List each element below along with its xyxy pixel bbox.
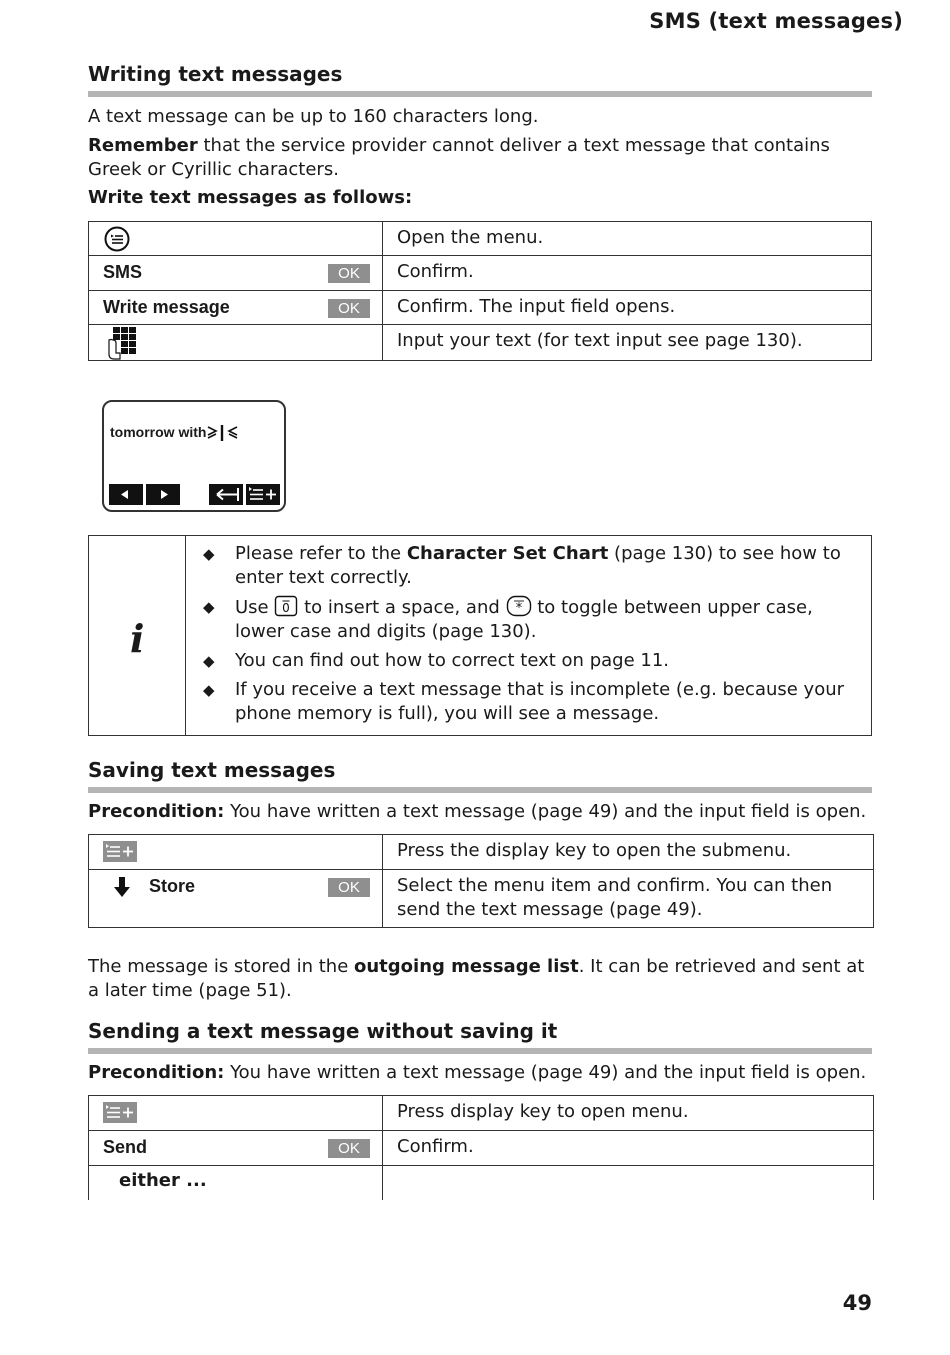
arrow-left-icon [109, 484, 143, 505]
stored-bold-text: outgoing message list [353, 956, 579, 977]
zero-key-icon [274, 595, 298, 617]
instruction-text: Write text messages as follows: [88, 187, 413, 208]
step-description: Input your text (for text input see page 130). [383, 325, 872, 361]
ok-key: OK [328, 1139, 370, 1158]
menu-key-icon [103, 225, 131, 253]
keypad-icon [103, 326, 137, 360]
svg-text:0: 0 [282, 601, 291, 615]
info-bold-text: Character Set Chart [406, 543, 609, 564]
page-number: 49 [842, 1291, 872, 1315]
sending-steps-table [88, 1095, 874, 1200]
ok-key: OK [328, 878, 370, 897]
info-text: You can find out how to correct text on page 11. [235, 650, 669, 671]
backspace-softkey[interactable] [209, 484, 243, 505]
step-description: Press the display key to open the submenu. [383, 835, 874, 870]
remember-text: that the service provider cannot deliver a text message that contains Greek or Cyrillic characters. [88, 135, 830, 180]
step-description: Open the menu. [383, 222, 872, 256]
stored-text: The message is stored in the [88, 956, 354, 977]
section-heading-writing: Writing text messages [88, 62, 343, 86]
step-left-cell [89, 870, 383, 928]
menu-item-send: Send [103, 1137, 148, 1157]
precondition-label: Precondition: [88, 801, 225, 822]
info-box [88, 535, 872, 736]
info-icon-cell [89, 536, 186, 735]
step-left-cell [89, 835, 383, 870]
step-left-cell [89, 291, 383, 325]
table-row [89, 835, 874, 870]
table-row [89, 325, 872, 361]
heading-rule [88, 91, 872, 97]
menu-plus-icon [246, 484, 280, 505]
list-item [201, 542, 861, 590]
options-softkey[interactable] [246, 484, 280, 505]
scroll-down-icon [113, 876, 131, 898]
info-text: Use [235, 597, 275, 618]
table-row [89, 870, 874, 928]
table-row [89, 291, 872, 325]
diamond-bullet-icon: ◆ [203, 545, 215, 563]
step-left-cell [89, 256, 383, 291]
step-description: Confirm. [383, 256, 872, 291]
step-left-cell [89, 1096, 383, 1131]
menu-item-sms: SMS [103, 262, 143, 282]
heading-rule [88, 1048, 872, 1054]
display-text: tomorrow with [110, 424, 207, 440]
info-text: If you receive a text message that is incomplete (e.g. because your phone memory is full), you will see a message. [235, 679, 845, 724]
diamond-bullet-icon: ◆ [203, 598, 215, 616]
intro-paragraph: A text message can be up to 160 characters long. [88, 106, 539, 127]
step-left-cell [89, 1131, 383, 1166]
ok-key: OK [328, 264, 370, 283]
section-heading-saving: Saving text messages [88, 758, 336, 782]
list-item [201, 678, 861, 726]
text-cursor-icon [207, 423, 241, 443]
info-icon: i [130, 616, 145, 661]
list-item [201, 595, 861, 644]
info-text: Please refer to the [235, 543, 407, 564]
table-row [89, 1096, 874, 1131]
right-arrow-softkey[interactable] [146, 484, 180, 505]
menu-plus-icon [103, 841, 137, 862]
precondition-paragraph [88, 1061, 878, 1085]
list-item [201, 649, 861, 673]
step-left-cell [89, 1166, 383, 1200]
svg-text:*: * [515, 601, 522, 616]
step-description: Confirm. The input field opens. [383, 291, 872, 325]
phone-display [102, 400, 286, 512]
info-text: to toggle between upper case, lower case and digits (page 130). [235, 597, 813, 642]
step-description: Select the menu item and confirm. You can then send the text message (page 49). [383, 870, 874, 928]
menu-item-store: Store [149, 876, 196, 896]
ok-key: OK [328, 299, 370, 318]
step-left-cell [89, 325, 383, 361]
chapter-title: SMS (text messages) [649, 9, 903, 33]
arrow-right-icon [146, 484, 180, 505]
either-label: either ... [119, 1170, 207, 1191]
heading-rule [88, 787, 872, 793]
info-text: (page 130) to see how to enter text correctly. [235, 543, 841, 588]
section-heading-sending: Sending a text message without saving it [88, 1019, 558, 1043]
table-row [89, 222, 872, 256]
precondition-paragraph [88, 800, 878, 824]
precondition-text: You have written a text message (page 49) and the input field is open. [224, 801, 867, 822]
menu-plus-icon [103, 1102, 137, 1123]
info-text: to insert a space, and [298, 597, 506, 618]
star-key-icon [506, 595, 532, 617]
table-row [89, 1131, 874, 1166]
info-list [201, 542, 861, 731]
writing-steps-table [88, 221, 872, 361]
left-arrow-softkey[interactable] [109, 484, 143, 505]
precondition-text: You have written a text message (page 49) and the input field is open. [224, 1062, 867, 1083]
stored-text: . It can be retrieved and sent at a later time (page 51). [88, 956, 865, 1001]
backspace-icon [209, 484, 243, 505]
step-description: Press display key to open menu. [383, 1096, 874, 1131]
table-row [89, 1166, 874, 1200]
step-left-cell [89, 222, 383, 256]
table-row [89, 256, 872, 291]
step-description [383, 1166, 874, 1200]
saving-steps-table [88, 834, 874, 928]
menu-item-write-message: Write message [103, 297, 230, 317]
remember-paragraph [88, 134, 878, 182]
step-description: Confirm. [383, 1131, 874, 1166]
diamond-bullet-icon: ◆ [203, 652, 215, 670]
remember-label: Remember [88, 135, 198, 156]
stored-paragraph [88, 955, 878, 1003]
precondition-label: Precondition: [88, 1062, 225, 1083]
diamond-bullet-icon: ◆ [203, 681, 215, 699]
